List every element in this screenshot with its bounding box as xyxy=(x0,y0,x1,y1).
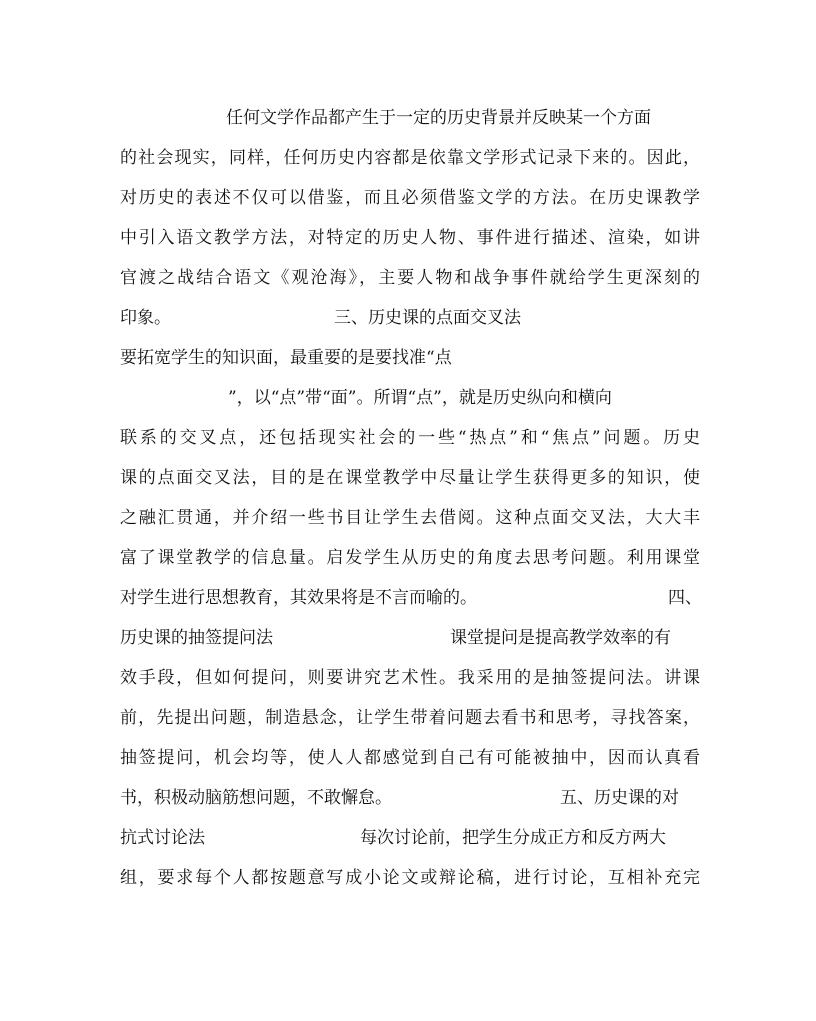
paragraph-line xyxy=(120,103,700,133)
text-segment: 任何文学作品都产生于一定的历史背景并反映某一个方面 xyxy=(226,108,651,128)
paragraph-line: 课的点面交叉法，目的是在课堂教学中尽量让学生获得更多的知识，使 xyxy=(120,468,700,488)
section-heading: 历史课的抽签提问法 xyxy=(120,628,273,648)
paragraph-line: 官渡之战结合语文《观沧海》，主要人物和战争事件就给学生更深刻的 xyxy=(120,268,700,288)
text-segment: 对学生进行思想教育，其效果将是不言而喻的。 xyxy=(120,588,477,608)
paragraph-line xyxy=(120,823,700,853)
paragraph-line: 之融汇贯通，并介绍一些书目让学生去借阅。这种点面交叉法，大大丰 xyxy=(120,508,700,528)
paragraph-line: 富了课堂教学的信息量。启发学生从历史的角度去思考问题。利用课堂 xyxy=(120,548,700,568)
paragraph-line xyxy=(120,383,700,413)
paragraph-line xyxy=(120,303,700,333)
paragraph-line xyxy=(120,343,700,373)
text-segment: ”，以“点”带“面”。所谓“点”，就是历史纵向和横向 xyxy=(228,388,612,408)
paragraph-line: 组，要求每个人都按题意写成小论文或辩论稿，进行讨论，互相补充完 xyxy=(120,868,700,888)
paragraph-line xyxy=(120,783,700,813)
section-heading-number: 四、 xyxy=(668,588,702,608)
paragraph-line: 中引入语文教学方法，对特定的历史人物、事件进行描述、渲染，如讲 xyxy=(120,228,700,248)
text-segment: 要拓宽学生的知识面，最重要的是要找准“点 xyxy=(120,348,452,368)
text-segment: 印象。 xyxy=(120,308,171,328)
section-heading: 抗式讨论法 xyxy=(120,828,205,848)
paragraph-line: 联系的交叉点，还包括现实社会的一些“热点”和“焦点”问题。历史 xyxy=(120,428,700,448)
text-segment: 课堂提问是提高教学效率的有 xyxy=(450,628,671,648)
paragraph-line: 效手段，但如何提问，则要讲究艺术性。我采用的是抽签提问法。讲课 xyxy=(120,668,700,688)
paragraph-line: 抽签提问，机会均等，使人人都感觉到自己有可能被抽中，因而认真看 xyxy=(120,748,700,768)
paragraph-line: 对历史的表述不仅可以借鉴，而且必须借鉴文学的方法。在历史课教学 xyxy=(120,188,700,208)
section-heading: 三、历史课的点面交叉法 xyxy=(334,308,521,328)
paragraph-line xyxy=(120,583,700,613)
paragraph-line: 前，先提出问题，制造悬念，让学生带着问题去看书和思考，寻找答案， xyxy=(120,708,700,728)
section-heading: 五、历史课的对 xyxy=(560,788,679,808)
text-segment: 书，积极动脑筋想问题，不敢懈怠。 xyxy=(120,788,392,808)
text-segment: 每次讨论前，把学生分成正方和反方两大 xyxy=(360,828,666,848)
paragraph-line xyxy=(120,623,700,653)
paragraph-line: 的社会现实，同样，任何历史内容都是依靠文学形式记录下来的。因此， xyxy=(120,148,700,168)
